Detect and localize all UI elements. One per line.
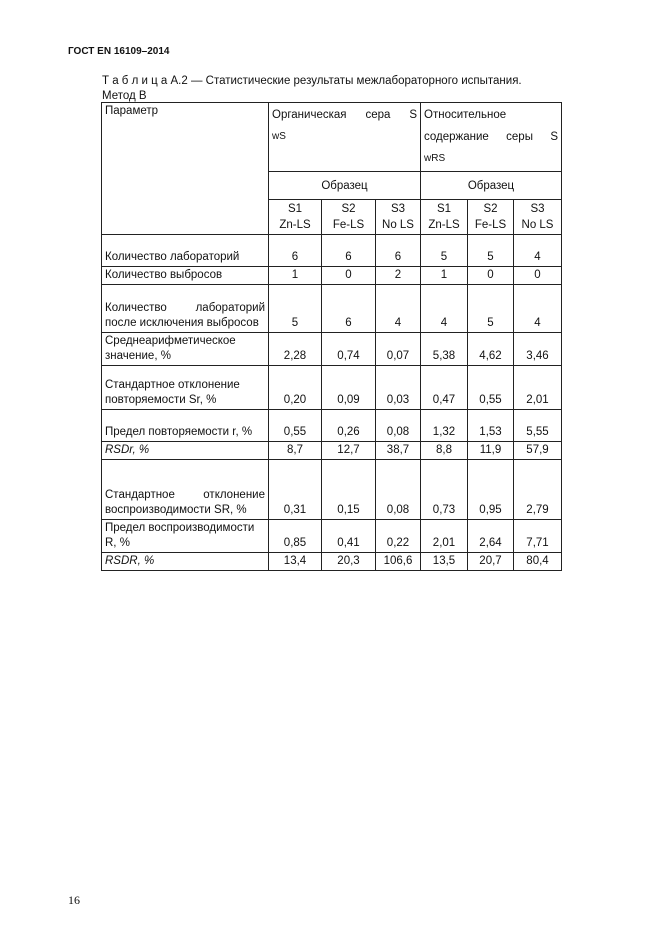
cell-value: 2 xyxy=(376,267,421,285)
cell-value: 1 xyxy=(421,267,468,285)
row-label: Предел воспроизводимости R, % xyxy=(102,520,269,553)
cell-value: 0,55 xyxy=(269,410,322,442)
cell-value: 20,7 xyxy=(468,553,514,571)
group1-header xyxy=(269,103,421,172)
cell-value: 0,26 xyxy=(322,410,376,442)
table-row xyxy=(102,235,562,267)
cell-value: 2,28 xyxy=(269,333,322,366)
cell-value: 0 xyxy=(468,267,514,285)
cell-value: 7,71 xyxy=(514,520,562,553)
cell-value: 0,95 xyxy=(468,460,514,520)
cell-value: 8,7 xyxy=(269,442,322,460)
caption-line-1: Т а б л и ц а А.2 — Статистические результаты межлабораторного испытания. xyxy=(102,75,522,87)
row-label: RSDR, % xyxy=(102,553,269,571)
cell-value: 57,9 xyxy=(514,442,562,460)
cell-value: 0,22 xyxy=(376,520,421,553)
row-label: Среднеарифметическое значение, % xyxy=(102,333,269,366)
cell-value: 0,08 xyxy=(376,460,421,520)
cell-value: 13,5 xyxy=(421,553,468,571)
row-label: Стандартное отклонение воспроизводимости SR, % xyxy=(102,460,269,520)
group2-sample-label: Образец xyxy=(421,172,562,200)
group2-symbol: wRS xyxy=(424,153,446,164)
cell-value: 2,64 xyxy=(468,520,514,553)
cell-value: 2,01 xyxy=(514,366,562,410)
table-row xyxy=(102,460,562,520)
page-number: 16 xyxy=(68,893,80,907)
cell-value: 6 xyxy=(322,235,376,267)
cell-value: 38,7 xyxy=(376,442,421,460)
group1-symbol: wS xyxy=(272,131,286,142)
cell-value: 11,9 xyxy=(468,442,514,460)
caption-line-2: Метод В xyxy=(102,90,147,102)
cell-value: 6 xyxy=(322,285,376,333)
table-row xyxy=(102,366,562,410)
cell-value: 0,31 xyxy=(269,460,322,520)
cell-value: 0,20 xyxy=(269,366,322,410)
cell-value: 106,6 xyxy=(376,553,421,571)
cell-value: 0,55 xyxy=(468,366,514,410)
cell-value: 4 xyxy=(514,285,562,333)
cell-value: 1,32 xyxy=(421,410,468,442)
table-caption xyxy=(102,74,602,104)
cell-value: 0 xyxy=(322,267,376,285)
table-row xyxy=(102,267,562,285)
cell-value: 4 xyxy=(421,285,468,333)
cell-value: 5 xyxy=(468,235,514,267)
cell-value: 6 xyxy=(376,235,421,267)
cell-value: 4,62 xyxy=(468,333,514,366)
cell-value: 1 xyxy=(269,267,322,285)
cell-value: 0,47 xyxy=(421,366,468,410)
cell-value: 0,03 xyxy=(376,366,421,410)
cell-value: 2,79 xyxy=(514,460,562,520)
cell-value: 0,73 xyxy=(421,460,468,520)
cell-value: 6 xyxy=(269,235,322,267)
document-code: ГОСТ EN 16109–2014 xyxy=(68,46,170,57)
table-row xyxy=(102,442,562,460)
cell-value: 0,15 xyxy=(322,460,376,520)
sample-code: S1 Zn-LS xyxy=(421,200,468,235)
cell-value: 5,55 xyxy=(514,410,562,442)
row-label: Количество лабораторий xyxy=(102,235,269,267)
group2-title-line2: содержание серы S xyxy=(424,131,558,143)
param-header: Параметр xyxy=(102,103,269,235)
cell-value: 0,85 xyxy=(269,520,322,553)
cell-value: 0,74 xyxy=(322,333,376,366)
sample-code: S3 No LS xyxy=(376,200,421,235)
cell-value: 3,46 xyxy=(514,333,562,366)
cell-value: 0 xyxy=(514,267,562,285)
table-row xyxy=(102,333,562,366)
cell-value: 80,4 xyxy=(514,553,562,571)
table-row xyxy=(102,553,562,571)
cell-value: 0,07 xyxy=(376,333,421,366)
cell-value: 1,53 xyxy=(468,410,514,442)
cell-value: 2,01 xyxy=(421,520,468,553)
group1-sample-label: Образец xyxy=(269,172,421,200)
group1-title: Органическая сера S xyxy=(272,109,417,121)
cell-value: 0,08 xyxy=(376,410,421,442)
cell-value: 4 xyxy=(514,235,562,267)
cell-value: 5 xyxy=(421,235,468,267)
group2-title-line1: Относительное xyxy=(424,109,507,121)
results-table xyxy=(101,102,562,571)
cell-value: 20,3 xyxy=(322,553,376,571)
sample-code: S2 Fe-LS xyxy=(322,200,376,235)
cell-value: 8,8 xyxy=(421,442,468,460)
cell-value: 5 xyxy=(269,285,322,333)
cell-value: 5,38 xyxy=(421,333,468,366)
cell-value: 4 xyxy=(376,285,421,333)
row-label: Количество лабораторий после исключения выбросов xyxy=(102,285,269,333)
cell-value: 12,7 xyxy=(322,442,376,460)
cell-value: 5 xyxy=(468,285,514,333)
table-row xyxy=(102,285,562,333)
cell-value: 0,09 xyxy=(322,366,376,410)
cell-value: 0,41 xyxy=(322,520,376,553)
row-label: Предел повторяемости r, % xyxy=(102,410,269,442)
group2-header xyxy=(421,103,562,172)
sample-code: S3 No LS xyxy=(514,200,562,235)
row-label: RSDr, % xyxy=(102,442,269,460)
cell-value: 13,4 xyxy=(269,553,322,571)
row-label: Количество выбросов xyxy=(102,267,269,285)
table-row xyxy=(102,520,562,553)
table-row xyxy=(102,410,562,442)
row-label: Стандартное отклонение повторяемости Sr, % xyxy=(102,366,269,410)
sample-code: S1 Zn-LS xyxy=(269,200,322,235)
sample-code: S2 Fe-LS xyxy=(468,200,514,235)
